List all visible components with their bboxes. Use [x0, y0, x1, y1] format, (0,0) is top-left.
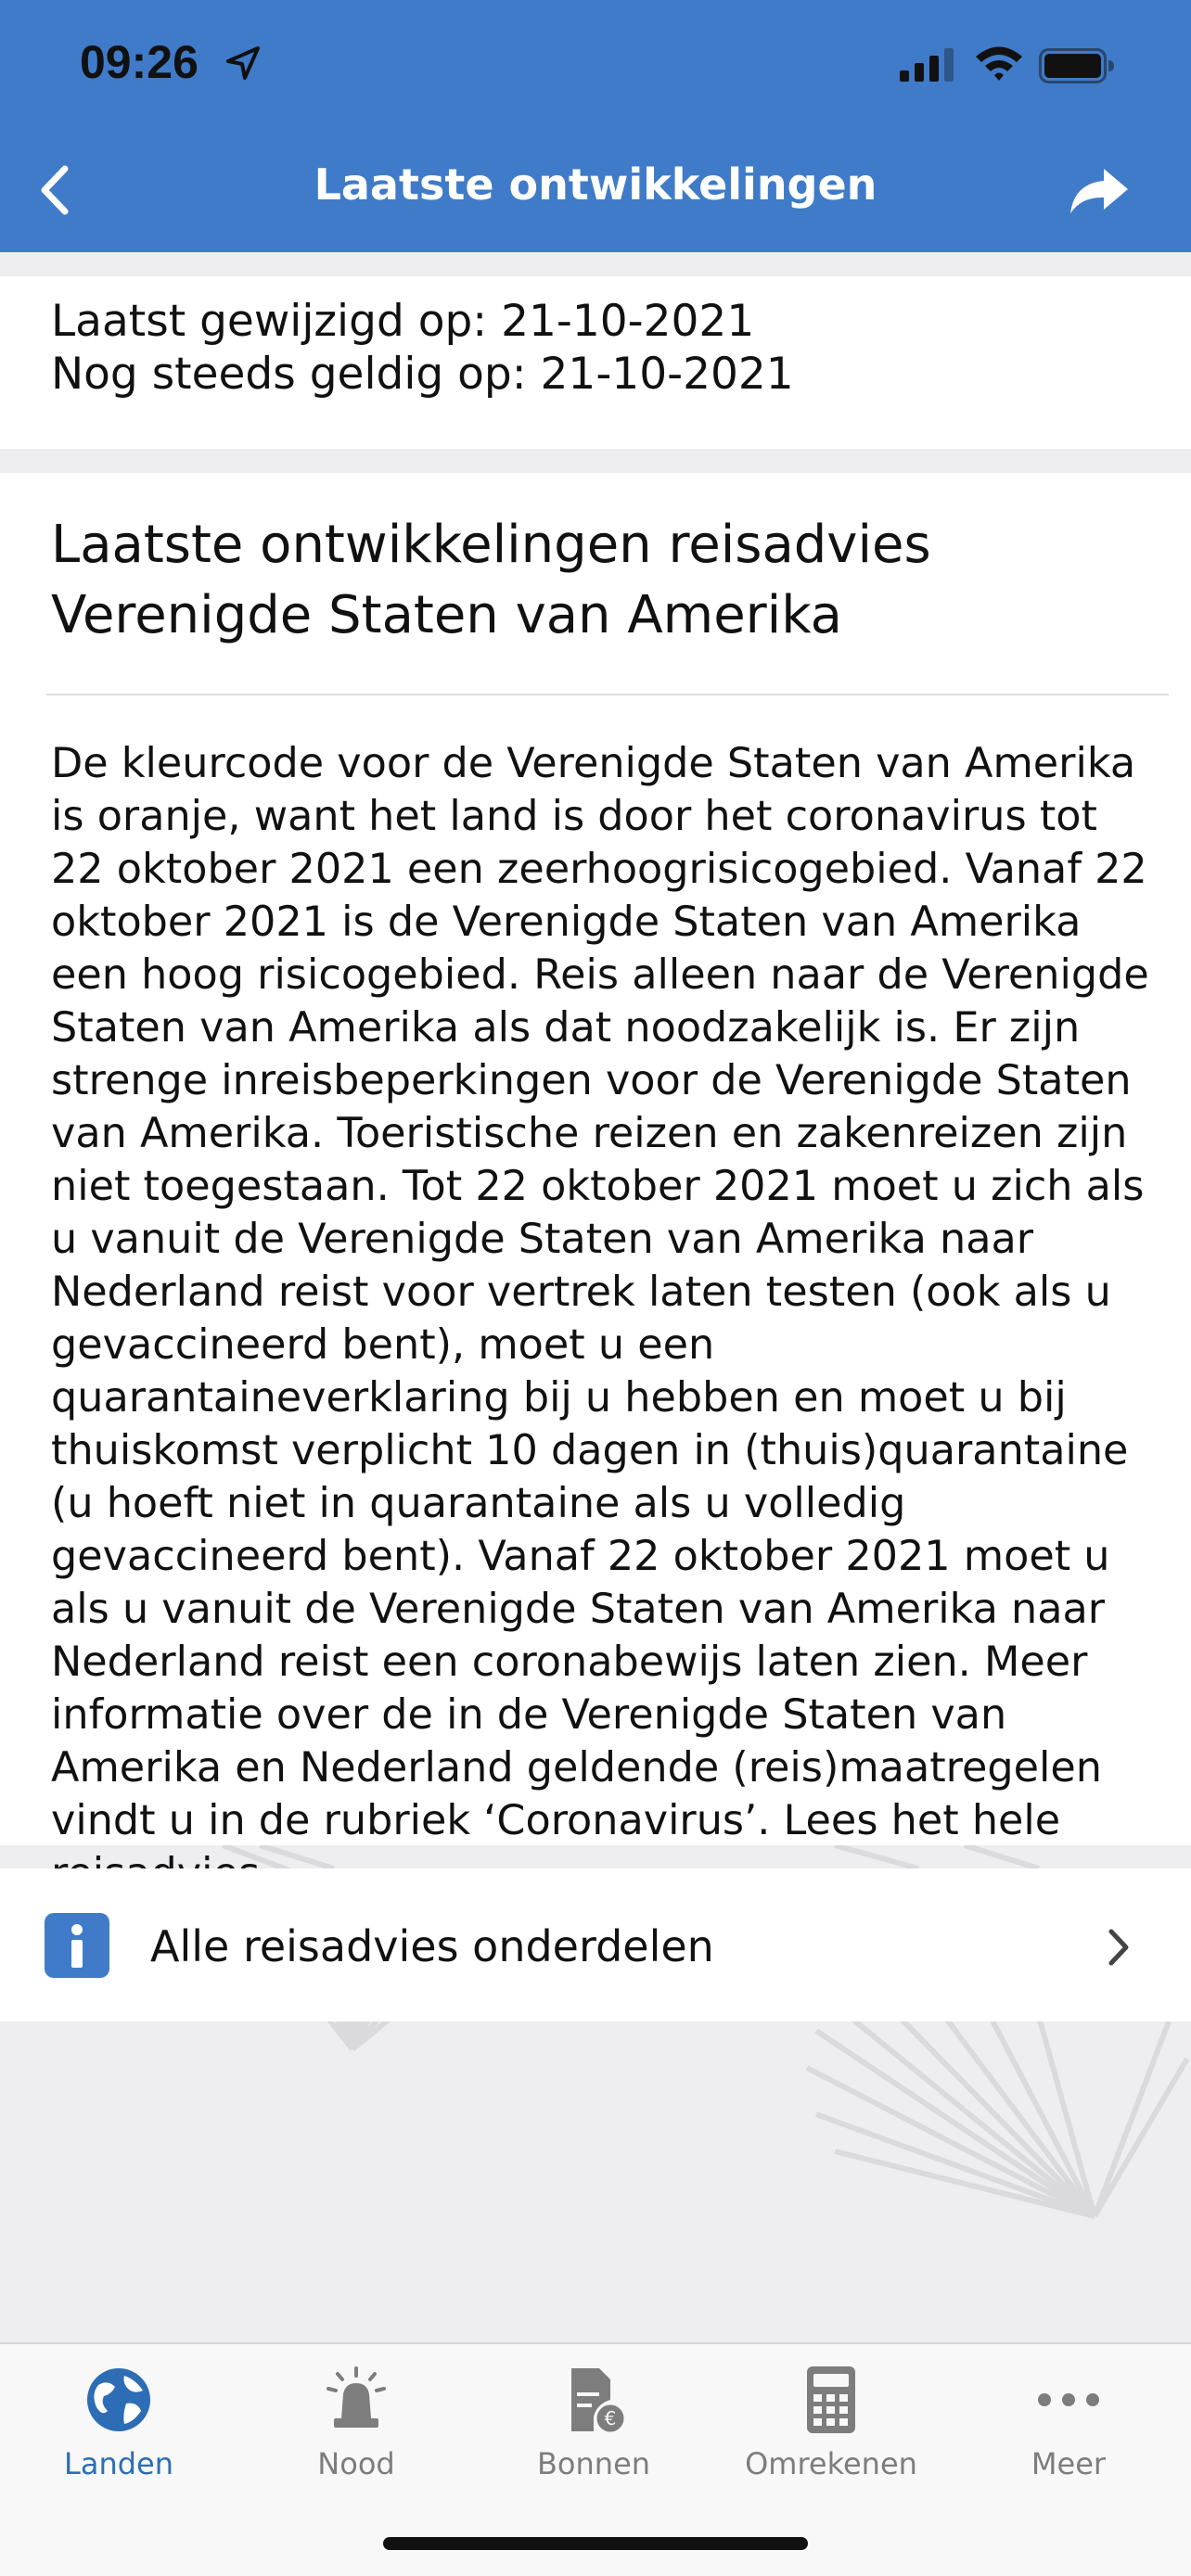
tab-label: Bonnen — [536, 2446, 651, 2481]
battery-icon — [1039, 48, 1115, 83]
tab-label: Nood — [317, 2446, 395, 2481]
article-card — [0, 473, 1191, 1845]
receipt-icon — [557, 2363, 631, 2437]
tab-landen[interactable] — [0, 2363, 237, 2481]
tab-label: Meer — [1031, 2446, 1107, 2481]
still-valid-text: Nog steeds geldig op: 21-10-2021 — [51, 349, 794, 400]
svg-text:€: € — [604, 2407, 617, 2429]
siren-icon — [319, 2363, 393, 2437]
tab-omrekenen[interactable] — [712, 2363, 950, 2481]
tab-bonnen[interactable] — [475, 2363, 712, 2481]
globe-icon — [82, 2363, 156, 2437]
tab-meer[interactable] — [950, 2363, 1187, 2481]
cellular-signal-icon — [900, 48, 955, 82]
last-modified-text: Laatst gewijzigd op: 21-10-2021 — [51, 296, 755, 347]
status-time: 09:26 — [80, 36, 198, 88]
all-advice-sections-row[interactable] — [0, 1868, 1191, 2021]
more-icon — [1031, 2363, 1106, 2437]
tab-label: Omrekenen — [745, 2446, 917, 2481]
wifi-icon — [974, 45, 1024, 82]
share-button[interactable] — [1067, 163, 1132, 219]
home-indicator — [383, 2537, 808, 2550]
tab-nood[interactable] — [237, 2363, 475, 2481]
article-body[interactable]: De kleurcode voor de Verenigde Staten van Amerika is oranje, want het land is door het coronavirus tot 22 oktober 2021 een zeerhoogrisicogebied. Vanaf 22 oktober 2021 is de Verenigde Staten van Amerika een hoog risicogebied. Reis alleen naar de Verenigde Staten van Amerika als dat noodzakelijk is. Er zijn strenge inreisbeperkingen voor de Verenigde Staten van Amerika. Toeristische reizen en zakenreizen zijn niet toegestaan. Tot 22 oktober 2021 moet u zich als u vanuit de Verenigde Staten van Amerika naar Nederland reist voor vertrek laten testen (ook als u gevaccineerd bent), moet u een quarantaineverklaring bij u hebben en moet u bij thuiskomst verplicht 10 dagen in (thuis)quarantaine (u hoeft niet in quarantaine als u volledig gevaccineerd bent). Vanaf 22 oktober 2021 moet u als u vanuit de Verenigde Staten van Amerika naar Nederland reist een coronabewijs laten zien. Meer informatie over de in de Verenigde Staten van Amerika en Nederland geldende (reis)maatregelen vindt u in de rubriek ‘Coronavirus’. Lees het hele — [51, 740, 1149, 1844]
location-arrow-icon — [224, 45, 262, 82]
app-header — [0, 0, 1191, 252]
chevron-right-icon — [1100, 1924, 1137, 1970]
tab-label: Landen — [64, 2446, 173, 2481]
calculator-icon — [794, 2363, 868, 2437]
all-advice-sections-label: Alle reisadvies onderdelen — [150, 1921, 714, 1971]
info-icon — [45, 1913, 109, 1978]
divider — [46, 694, 1169, 695]
article-title: Laatste ontwikkelingen reisadvies Verenigde Staten van Amerika — [51, 515, 931, 645]
page-title: Laatste ontwikkelingen — [314, 159, 877, 210]
advice-meta-card — [0, 276, 1191, 449]
